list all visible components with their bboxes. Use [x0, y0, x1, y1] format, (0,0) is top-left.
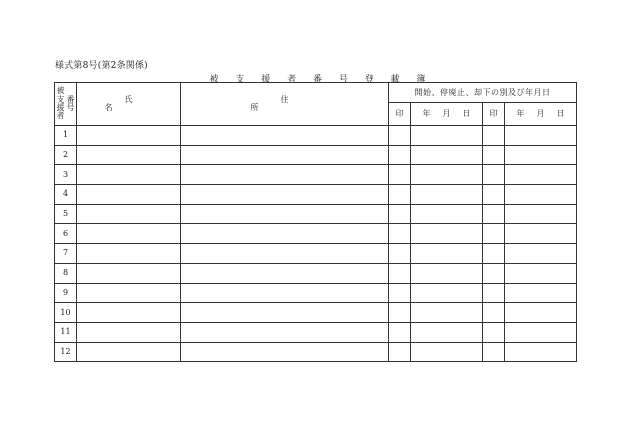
address-cell[interactable]	[181, 126, 389, 146]
date-1-cell[interactable]	[411, 303, 483, 323]
name-cell[interactable]	[77, 322, 181, 342]
seal-2-cell[interactable]	[483, 145, 505, 165]
row-number-cell: 5	[55, 204, 77, 224]
table-row	[55, 224, 577, 244]
document-title: 被 支 援 者 番 号 登 載 簿	[209, 75, 433, 85]
name-cell[interactable]	[77, 244, 181, 264]
row-number-cell: 8	[55, 263, 77, 283]
header-row-1	[55, 83, 577, 103]
table-row	[55, 145, 577, 165]
date-1-cell[interactable]	[411, 204, 483, 224]
header-char: 被	[56, 86, 65, 96]
row-number-cell: 6	[55, 224, 77, 244]
date-2-cell[interactable]	[505, 342, 577, 362]
address-cell[interactable]	[181, 244, 389, 264]
header-date-day: 日	[462, 109, 471, 118]
seal-1-cell[interactable]	[389, 303, 411, 323]
header-number-left	[57, 87, 65, 121]
seal-1-cell[interactable]	[389, 204, 411, 224]
name-cell[interactable]	[77, 263, 181, 283]
seal-1-cell[interactable]	[389, 165, 411, 185]
header-address-label: 住 所	[250, 95, 417, 112]
header-number-right	[67, 96, 75, 113]
row-number-cell: 12	[55, 342, 77, 362]
seal-1-cell[interactable]	[389, 263, 411, 283]
date-2-cell[interactable]	[505, 263, 577, 283]
date-2-cell[interactable]	[505, 224, 577, 244]
address-cell[interactable]	[181, 322, 389, 342]
table-row	[55, 204, 577, 224]
date-2-cell[interactable]	[505, 185, 577, 205]
header-date-year: 年	[516, 109, 525, 118]
date-2-cell[interactable]	[505, 322, 577, 342]
address-cell[interactable]	[181, 145, 389, 165]
date-2-cell[interactable]	[505, 204, 577, 224]
date-2-cell[interactable]	[505, 145, 577, 165]
address-cell[interactable]	[181, 283, 389, 303]
table-row	[55, 244, 577, 264]
header-date-year: 年	[422, 109, 431, 118]
name-cell[interactable]	[77, 185, 181, 205]
header-status-group: 開始、停廃止、却下の別及び年月日	[389, 83, 577, 103]
table-row	[55, 283, 577, 303]
address-cell[interactable]	[181, 342, 389, 362]
row-number-cell: 3	[55, 165, 77, 185]
table-row	[55, 342, 577, 362]
date-2-cell[interactable]	[505, 303, 577, 323]
table-row	[55, 322, 577, 342]
date-2-cell[interactable]	[505, 244, 577, 264]
seal-2-cell[interactable]	[483, 322, 505, 342]
name-cell[interactable]	[77, 165, 181, 185]
seal-1-cell[interactable]	[389, 283, 411, 303]
name-cell[interactable]	[77, 126, 181, 146]
name-cell[interactable]	[77, 224, 181, 244]
row-number-cell: 10	[55, 303, 77, 323]
date-1-cell[interactable]	[411, 342, 483, 362]
seal-1-cell[interactable]	[389, 145, 411, 165]
row-number-cell: 4	[55, 185, 77, 205]
table-row	[55, 126, 577, 146]
seal-2-cell[interactable]	[483, 244, 505, 264]
date-1-cell[interactable]	[411, 224, 483, 244]
seal-1-cell[interactable]	[389, 224, 411, 244]
header-seal-2: 印	[483, 103, 505, 126]
address-cell[interactable]	[181, 165, 389, 185]
header-number	[55, 83, 77, 126]
date-1-cell[interactable]	[411, 126, 483, 146]
seal-2-cell[interactable]	[483, 185, 505, 205]
register-table	[54, 82, 577, 362]
seal-2-cell[interactable]	[483, 263, 505, 283]
seal-2-cell[interactable]	[483, 303, 505, 323]
seal-1-cell[interactable]	[389, 322, 411, 342]
seal-1-cell[interactable]	[389, 244, 411, 264]
header-date-month: 月	[536, 109, 545, 118]
seal-2-cell[interactable]	[483, 204, 505, 224]
header-char: 号	[66, 103, 75, 112]
address-cell[interactable]	[181, 263, 389, 283]
name-cell[interactable]	[77, 204, 181, 224]
seal-2-cell[interactable]	[483, 165, 505, 185]
seal-1-cell[interactable]	[389, 342, 411, 362]
date-1-cell[interactable]	[411, 165, 483, 185]
date-1-cell[interactable]	[411, 244, 483, 264]
date-1-cell[interactable]	[411, 283, 483, 303]
name-cell[interactable]	[77, 342, 181, 362]
header-char: 者	[56, 111, 65, 121]
table-row	[55, 185, 577, 205]
date-1-cell[interactable]	[411, 145, 483, 165]
seal-2-cell[interactable]	[483, 283, 505, 303]
date-1-cell[interactable]	[411, 185, 483, 205]
seal-1-cell[interactable]	[389, 185, 411, 205]
date-2-cell[interactable]	[505, 165, 577, 185]
header-name-label: 氏 名	[104, 95, 221, 112]
header-char: 番	[66, 94, 75, 104]
header-seal-1: 印	[389, 103, 411, 126]
header-date-2	[505, 103, 577, 126]
header-date-month: 月	[442, 109, 451, 118]
header-char: 支	[56, 94, 65, 104]
name-cell[interactable]	[77, 303, 181, 323]
date-2-cell[interactable]	[505, 283, 577, 303]
address-cell[interactable]	[181, 224, 389, 244]
seal-2-cell[interactable]	[483, 126, 505, 146]
row-number-cell: 9	[55, 283, 77, 303]
table-row	[55, 303, 577, 323]
row-number-cell: 2	[55, 145, 77, 165]
name-cell[interactable]	[77, 145, 181, 165]
header-date-1	[411, 103, 483, 126]
name-cell[interactable]	[77, 283, 181, 303]
header-name	[77, 83, 221, 126]
row-number-cell: 7	[55, 244, 77, 264]
address-cell[interactable]	[181, 303, 389, 323]
address-cell[interactable]	[181, 204, 389, 224]
header-date-day: 日	[556, 109, 565, 118]
header-char: 援	[56, 103, 65, 112]
date-2-cell[interactable]	[505, 126, 577, 146]
seal-1-cell[interactable]	[389, 126, 411, 146]
address-cell[interactable]	[181, 185, 389, 205]
seal-2-cell[interactable]	[483, 224, 505, 244]
date-1-cell[interactable]	[411, 263, 483, 283]
table-row	[55, 263, 577, 283]
date-1-cell[interactable]	[411, 322, 483, 342]
row-number-cell: 11	[55, 322, 77, 342]
seal-2-cell[interactable]	[483, 342, 505, 362]
header-address	[181, 83, 417, 126]
row-number-cell: 1	[55, 126, 77, 146]
table-row	[55, 165, 577, 185]
form-number: 様式第8号(第2条関係)	[55, 61, 148, 71]
